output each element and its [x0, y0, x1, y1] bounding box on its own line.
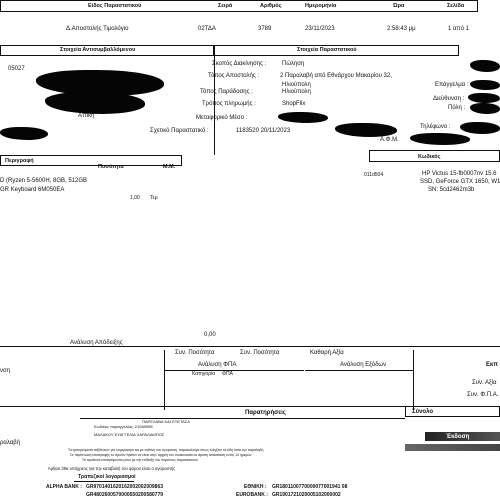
header-date-label: Ημερομηνία	[305, 3, 337, 9]
totals-right-label1: Συν. Αξία	[472, 380, 497, 386]
profession-label: Επάγγελμα :	[435, 82, 469, 88]
item-description-right2: SSD, GeForce GTX 1650, W1	[420, 179, 500, 185]
description-header: Περιγραφή	[5, 158, 34, 164]
item-code: 011d504	[364, 172, 384, 178]
counterparty-title: Στοιχεία Αντισυμβαλλόμενου	[60, 47, 136, 53]
totals-vat-label: ΦΠΑ	[222, 371, 233, 377]
totals-right-label2: Συν. Φ.Π.Α.	[467, 392, 499, 398]
total-label: Σύνολο	[412, 409, 434, 415]
header-page-value: 1 από 1	[448, 26, 469, 32]
footer-legal3: Τα προϊόντα επιστρέφονται μόνο με την επίδειξη του παρόντος παραστατικού	[82, 458, 198, 462]
address-label: Διεύθυνση :	[433, 96, 465, 102]
counterparty-code: 05027	[8, 66, 25, 72]
item-description-right: HP Victus 15-fb0007nv 15.6	[422, 171, 497, 177]
totals-taxes-analysis: Ανάλυση Εξόδων	[340, 362, 387, 368]
delivery-place-value: Ηλιούπολη	[282, 89, 311, 95]
header-number-value: 3789	[258, 26, 272, 32]
ref-doc-value: 1183520 20/11/2023	[236, 128, 291, 134]
document-title: Στοιχεία Παραστατικού	[297, 47, 357, 53]
quantity-header: Ποσότητα	[98, 164, 124, 170]
redaction	[470, 80, 500, 90]
item-quantity: 1,00	[130, 195, 140, 201]
remarks-title: Παρατηρήσεις	[245, 410, 286, 416]
code-header: Κωδικός	[418, 154, 441, 160]
city-label: Πόλη :	[448, 105, 466, 111]
item-unit: Τεμ	[150, 195, 158, 201]
redaction	[278, 112, 328, 123]
redaction	[0, 127, 48, 140]
after-label: Έκδοση	[446, 434, 470, 440]
redaction	[470, 103, 500, 114]
item-description-left: D (Ryzen 5-5600H, 8GB, 512GB	[0, 178, 88, 184]
redaction	[470, 60, 500, 72]
ref-doc-label: Σχετικό Παραστατικό :	[150, 128, 209, 134]
payment-method-label: Τρόπος πληρωμής :	[202, 101, 256, 107]
payment-method-value: ShopFlix	[282, 101, 306, 107]
dispatch-area-value: Ηλιούπολη	[282, 82, 311, 88]
header-page-label: Σελίδα	[447, 3, 465, 9]
redaction	[410, 133, 470, 145]
totals-vat-analysis: Ανάλυση ΦΠΑ	[198, 362, 237, 368]
header-doc-type-value: Δ.Αποστολής Τιμολόγιο	[66, 26, 129, 32]
delivery-place-label: Τόπος Παράδοσης :	[200, 89, 253, 95]
totals-value-left: 0,00	[204, 332, 216, 338]
reason-label: Σκοπός Διακίνησης :	[212, 61, 267, 67]
totals-qty-label: Συν. Ποσότητα	[175, 350, 215, 356]
totals-left-label2: νση	[0, 368, 11, 374]
shadow-strip	[405, 444, 500, 451]
dispatch-place-label: Τόπος Αποστολής :	[208, 73, 260, 79]
header-number-label: Αριθμός	[260, 3, 282, 9]
totals-qty-label2: Συν. Ποσότητα	[240, 350, 280, 356]
footer-legal1: Τα εμπορεύματα ταξιδεύουν για λογαριασμό και με ευθύνη του αγοραστή, παρακαλούμε όπως ελέγξετε τα είδη κατά την παραλαβή	[68, 448, 264, 452]
header-time-value: 2:58:43 μμ	[387, 26, 416, 32]
header-series-label: Σειρά	[218, 3, 233, 9]
header-series-value: 02ΤΔΑ	[198, 26, 216, 32]
footer-bank3-iban: GR4802600570000550200580779	[86, 492, 164, 498]
redaction	[460, 122, 500, 134]
dispatch-place-value: 2 Παραλαβή από Εθνάρχου Μακαρίου 32,	[280, 73, 392, 79]
reason-value: Πώληση	[282, 61, 305, 67]
header-time-label: Ώρα	[393, 3, 405, 9]
redaction	[468, 93, 500, 103]
totals-right-label-top: Εκπ	[486, 362, 498, 368]
counterparty-region: Αττική	[78, 113, 95, 119]
totals-left-label: Ανάλυση Απόδειξης	[70, 340, 123, 346]
vat-id-label: Α.Φ.Μ.	[380, 137, 399, 143]
footer-article: Άρθρο 39α υπόχρεος για την καταβολή του φόρου είναι ο αγοραστής	[48, 466, 176, 471]
footer-bank1-name: ALPHA BANK :	[46, 484, 82, 490]
redaction	[335, 123, 397, 137]
remarks-line2: ΜΑΛΑΚΟΥ ΕΥΑΓΓΕΛΙΑ ΧΑΡΑΛΑΜΠΟΣ	[94, 432, 165, 437]
item-sn: SN: 5cd2462m3b	[428, 187, 475, 193]
unit-header: Μ.Μ.	[163, 164, 176, 170]
footer-bank1-iban: GR9701401620162002002009863	[86, 484, 164, 490]
footer-bank-title: Τραπεζικοί λογαριασμοί	[78, 474, 136, 480]
totals-left-bottom: ραλαβή	[0, 440, 21, 446]
footer-legal2: Σε περίπτωση επιστροφής το προϊόν πρέπει να είναι στην αρχική του συσκευασία σε άριστη κατάσταση εντός 14 ημερών	[70, 453, 252, 457]
footer-bank4-iban: GR1901721020005102000002	[272, 492, 341, 498]
header-bar	[0, 0, 478, 12]
remarks-stamp: ΠΑΡΕΛΑΒΑ ΚΑΙ ΕΞΕΤΑΣΑ	[142, 419, 190, 424]
totals-vat-category: Κατηγορία	[192, 371, 216, 377]
phone-label: Τηλέφωνο :	[420, 124, 451, 130]
remarks-line1: Κωδικός παραγγελίας: 21080998	[94, 424, 153, 429]
transport-means-label: Μεταφορικό Μέσο :	[196, 115, 248, 121]
header-date-value: 23/11/2023	[305, 26, 335, 32]
item-description-left2: GR Keyboard 6M050EA	[0, 187, 65, 193]
redaction	[45, 92, 145, 114]
header-doc-type-label: Είδος Παραστατικού	[88, 3, 142, 9]
totals-net-label: Καθαρή Αξία	[310, 350, 344, 356]
footer-bank2-name: ΕΘΝΙΚΗ :	[244, 484, 267, 490]
footer-bank2-iban: GR1801100770000077001941 08	[272, 484, 348, 490]
footer-bank4-name: EUROBANK :	[236, 492, 268, 498]
